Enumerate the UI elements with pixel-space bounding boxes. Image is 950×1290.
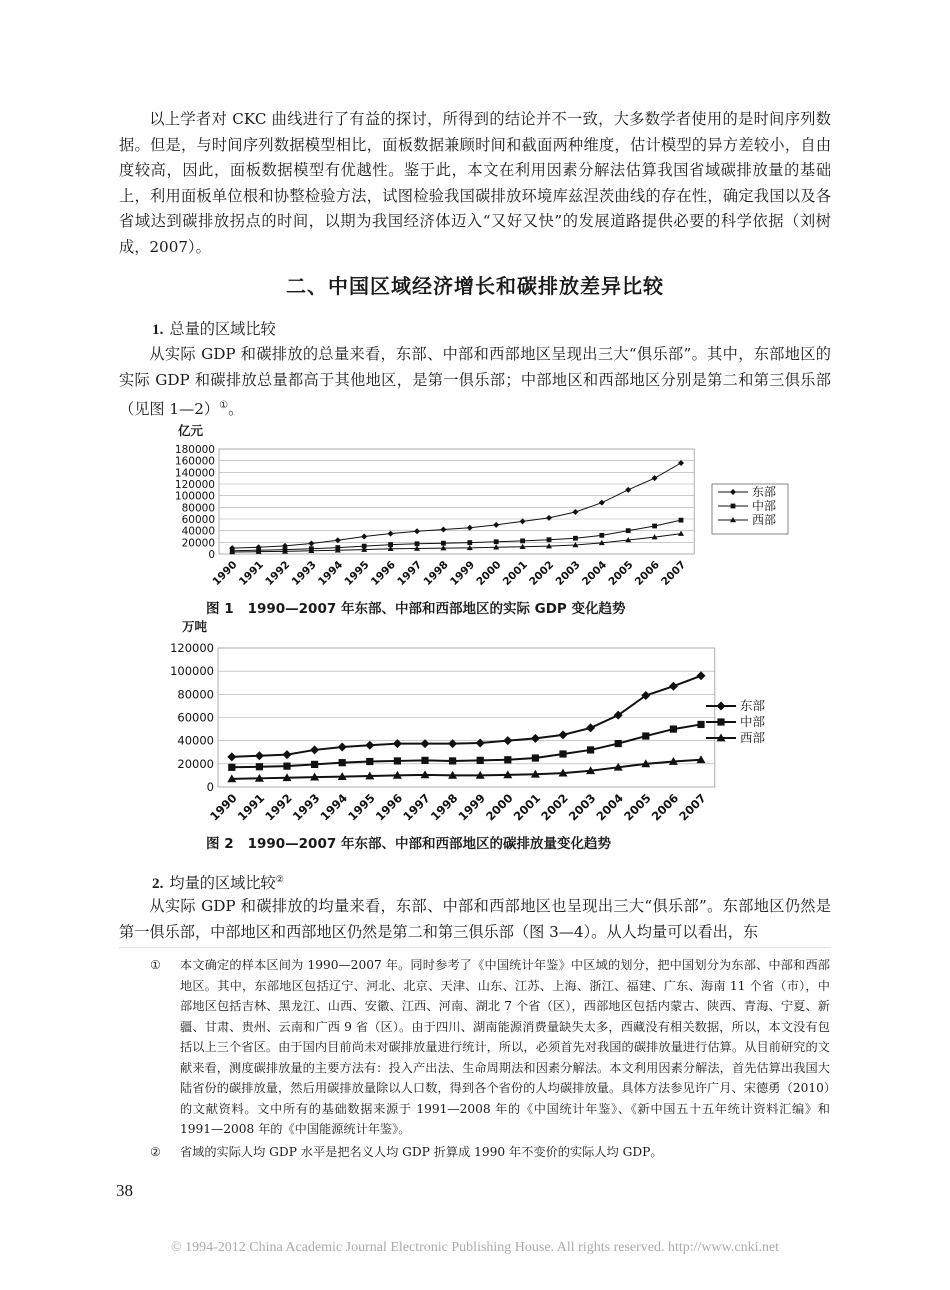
chart2-data-point [366,758,373,765]
chart2-y-tick-label: 80000 [177,687,214,702]
chart1-x-tick-label: 2005 [606,558,636,588]
chart1-y-tick-label: 120000 [174,479,215,491]
chart1-data-point [440,527,446,533]
chart2-title: 1990—2007 年东部、中部和西部地区的碳排放量变化趋势 [247,836,611,852]
total-paragraph [119,342,831,423]
chart1-caption [206,597,626,617]
footnote-1 [150,955,830,1140]
footnote-2-text: 省域的实际人均 GDP 水平是把名义人均 GDP 折算成 1990 年不变价的实际人均 GDP。 [180,1144,663,1159]
chart2-x-tick-label: 1992 [262,790,295,824]
chart1-data-point [599,533,604,538]
chart1-legend-label: 中部 [752,499,777,513]
footnote-2 [150,1142,830,1163]
chart1-data-point [678,531,684,536]
chart2-x-tick-label: 2001 [510,790,544,824]
chart2-y-tick-label: 40000 [177,733,214,748]
chart1-data-point [679,518,684,523]
chart1-x-tick-label: 2003 [553,558,583,588]
chart1-data-point [308,541,314,547]
chart1-data-point [572,509,578,515]
footnote-ref-2[interactable]: ② [275,874,284,885]
chart2-x-tick-label: 1994 [317,790,351,824]
chart1-y-tick-label: 160000 [174,455,215,468]
chart1-y-tick-label: 0 [208,549,215,561]
chart2-y-tick-label: 20000 [177,756,214,771]
intro-paragraph: 以上学者对 CKC 曲线进行了有益的探讨，所得到的结论并不一致，大多数学者使用的是时间序列数据。但是，与时间序列数据模型相比，面板数据兼顾时间和截面两种维度，估计模型的异方差较小，自由度较高，因此，面板数据模型有优越性。鉴于此，本文在利用因素分解法估算我国省域碳排放量的基础上，利用面板单位根和协整检验方法，试图检验我国碳排放环境库兹涅茨曲线的存在性，确定我国以及各省域达到碳排放拐点的时间，以期为我国经济体迈入“又好又快”的发展道路提供必要的科学依据（刘树成，2007）。 [119,110,831,256]
chart2-legend [706,698,766,745]
chart1-y-tick-label: 40000 [181,525,215,538]
chart1-x-tick-label: 2001 [500,558,530,588]
chart2-x-tick-label: 2000 [483,790,516,824]
chart1-series-line-0 [232,463,681,548]
chart1-data-point [467,540,472,545]
chart2-data-point [531,734,540,743]
chart2-carbon [170,636,810,824]
chart2-legend-label: 东部 [740,698,766,713]
chart2-data-point [394,757,401,764]
chart2-series-line-1 [232,724,701,767]
chart1-legend-marker [731,504,736,509]
chart1-x-tick-label: 1995 [342,558,372,588]
chart2-x-tick-label: 1991 [234,790,268,824]
chart2-data-point [256,763,263,770]
chart1-data-point [441,541,446,546]
chart1-x-tick-label: 1991 [236,558,266,588]
chart1-data-point [573,536,578,541]
chart2-data-point [338,743,347,752]
chart2-data-point [310,745,319,754]
chart1-y-unit: 亿元 [178,423,204,438]
chart2-x-tick-label: 2005 [621,790,654,824]
chart2-y-unit: 万吨 [182,619,208,634]
chart1-x-tick-label: 1990 [210,558,240,588]
chart2-data-point [615,740,622,747]
chart2-data-point [255,751,264,760]
chart1-data-point [494,539,499,544]
footnote-2-mark: ② [150,1144,161,1159]
chart1-x-tick-label: 2000 [474,558,504,588]
chart2-data-point [559,750,566,757]
footnote-divider [119,947,831,948]
chart1-y-tick-label: 140000 [174,467,215,480]
chart1-data-point [388,531,394,537]
chart2-data-point [283,750,292,759]
chart1-x-tick-label: 1996 [368,558,398,588]
chart2-x-tick-label: 1995 [345,790,378,824]
chart1-x-tick-label: 1993 [289,558,319,588]
chart2-x-tick-label: 1999 [455,790,489,824]
chart1-x-tick-label: 1997 [395,558,425,588]
footnote-1-mark: ① [150,958,161,972]
chart1-x-tick-label: 1992 [263,558,293,588]
chart2-x-tick-label: 2002 [538,790,571,824]
chart1-series-line-1 [232,520,681,551]
chart2-x-tick-label: 1996 [372,790,406,824]
chart2-x-tick-label: 1998 [427,790,461,824]
chart2-data-point [477,757,484,764]
footnote-1-text: 本文确定的样本区间为 1990—2007 年。同时参考了《中国统计年鉴》中区域的划分，把中国划分为东部、中部和西部地区。其中，东部地区包括辽宁、河北、北京、天津、山东、江苏、上海、浙江、福建、广东、海南 11 个省（市），中部地区包括吉林、黑龙江、山西、安徽、江西、河南、湖北 7 个省（区），西部地区包括内蒙古、陕西、青海、宁夏、新疆、甘肃、贵州、云南和广西 9 省（区）。由于四川、湖南能源消费量缺失太多，西藏没有相关数据，所以，本文没有包括以上三个省区。由于国内目前尚未对碳排放量进行统计，所以，必须首先对我国的碳排放量进行估算。从目前研究的文献来看，测度碳排放量的主要方法有：投入产出法、生命周期法和因素分解法。本文利用因素分解法，首先估算出我国大陆省份的碳排放量，然后用碳排放量除以人口数，得到各个省份的人均碳排放量。具体方法参见许广月、宋德勇（2010）的文献资料。文中所有的基础数据来源于 1991—2008 年的《中国统计年鉴》、《新中国五十五年统计资料汇编》和 1991—2008 年的《中国能源统计年鉴》。 [180,958,830,1136]
chart2-figure-label: 图 2 [206,836,234,852]
chart1-data-point [599,500,605,506]
chart1-x-tick-label: 1999 [447,558,478,588]
average-paragraph: 从实际 GDP 和碳排放的均量来看，东部、中部和西部地区也呈现出三大“俱乐部”。东部地区仍然是第一俱乐部，中部地区和西部地区仍然是第二和第三俱乐部（图 3—4）。从人均量可以看出，东 [119,897,831,941]
chart2-x-tick-label: 1990 [207,790,240,824]
chart1-y-tick-label: 20000 [181,537,215,550]
chart2-legend-label: 西部 [740,730,766,745]
chart1-gdp [170,438,810,600]
chart2-y-tick-label: 120000 [170,641,214,655]
chart2-data-point [449,757,456,764]
chart2-data-point [227,752,236,761]
chart1-x-tick-label: 2006 [632,558,662,588]
chart2-x-tick-label: 2004 [593,790,627,824]
chart2-data-point [503,736,512,745]
chart1-data-point [520,538,525,543]
copyright-notice: © 1994-2012 China Academic Journal Electronic Publishing House. All rights reserved. http://www.cnki.net [170,1240,780,1255]
chart2-data-point [504,756,511,763]
chart2-data-point [697,671,706,680]
chart1-data-point [652,475,658,481]
chart2-legend-label: 中部 [740,714,766,729]
section-title: 二、中国区域经济增长和碳排放差异比较 [286,274,664,298]
chart1-x-tick-label: 1994 [315,558,346,588]
chart2-caption [206,832,611,852]
chart2-data-point [532,754,539,761]
chart2-x-tick-label: 2006 [648,790,682,824]
page-number: 38 [116,1181,133,1200]
chart1-legend-label: 西部 [752,513,777,527]
chart2-data-point [670,725,677,732]
chart1-data-point [546,515,552,521]
footnote-ref-1[interactable]: ① [219,400,229,411]
chart2-x-tick-label: 2003 [565,790,599,824]
chart2-series-line-0 [232,676,701,757]
chart1-x-tick-label: 2007 [659,558,689,588]
chart1-legend [712,484,788,534]
chart1-data-point [652,524,657,529]
subsection-2-number: 2. [152,875,164,892]
chart1-y-tick-label: 180000 [174,444,215,456]
chart1-data-point [414,528,420,534]
chart2-data-point [311,761,318,768]
chart2-data-point [697,721,704,728]
total-paragraph-end: 。 [228,400,244,419]
chart1-data-point [625,487,631,493]
subsection-1-title: 总量的区域比较 [169,320,276,338]
subsection-1-number: 1. [152,321,164,338]
chart2-y-tick-label: 60000 [177,710,214,725]
chart1-y-tick-label: 100000 [174,490,215,503]
chart2-data-point [228,764,235,771]
chart2-data-point [476,738,485,747]
chart2-data-point [587,746,594,753]
chart2-data-point [586,723,595,732]
chart1-x-tick-label: 2004 [579,558,610,588]
chart1-x-tick-label: 2002 [527,558,557,588]
chart2-data-point [642,732,649,739]
subsection-1-heading [152,318,276,339]
footnotes [150,955,830,1164]
chart1-y-tick-label: 60000 [181,514,215,526]
chart2-data-point [559,730,568,739]
chart2-y-tick-label: 100000 [170,664,214,679]
chart1-data-point [547,537,552,542]
chart2-x-tick-label: 1993 [289,790,323,824]
chart1-data-point [626,528,631,533]
chart2-data-point [283,763,290,770]
chart1-plot-area [219,449,694,554]
chart2-data-point [365,741,374,750]
chart1-data-point [361,534,367,540]
chart1-legend-label: 东部 [752,485,777,499]
subsection-2-title: 均量的区域比较 [169,874,276,892]
total-paragraph-text: 从实际 GDP 和碳排放的总量来看，东部、中部和西部地区呈现出三大“俱乐部”。其中，东部地区的实际 GDP 和碳排放总量都高于其他地区，是第一俱乐部；中部地区和西部地区分别是第二和第三俱乐部（见图 1—2） [119,345,831,419]
chart1-x-tick-label: 1998 [421,558,451,588]
chart1-figure-label: 图 1 [206,601,234,617]
chart2-series-line-2 [232,760,701,779]
chart2-data-point [669,682,678,691]
chart2-x-tick-label: 1997 [400,790,433,824]
chart1-data-point [467,525,473,531]
chart1-title: 1990—2007 年东部、中部和西部地区的实际 GDP 变化趋势 [247,601,626,617]
chart2-data-point [339,759,346,766]
chart2-x-tick-label: 2007 [676,790,709,824]
chart2-y-tick-label: 0 [206,780,214,794]
chart2-legend-marker [717,718,724,725]
chart1-data-point [493,522,499,528]
chart2-data-point [421,757,428,764]
chart2-legend-marker [717,702,726,711]
chart1-y-tick-label: 80000 [181,502,215,515]
subsection-2-heading [152,872,284,893]
